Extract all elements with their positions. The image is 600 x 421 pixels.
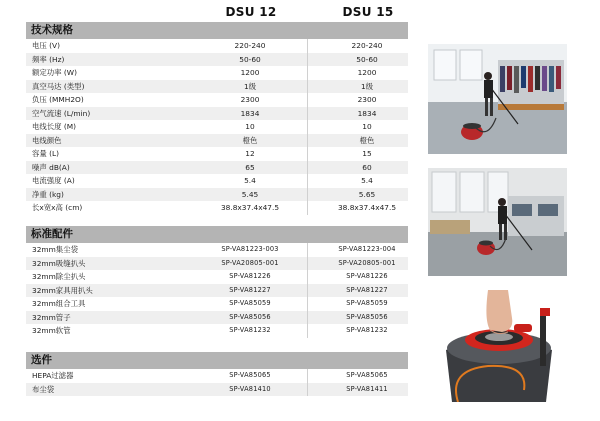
table-row — [26, 93, 408, 107]
row-label: 32mm集尘袋 — [32, 245, 78, 254]
column-divider — [307, 270, 308, 284]
value-dsu15: SP-VA85059 — [346, 299, 388, 307]
value-dsu15: 220-240 — [351, 41, 383, 50]
table-row — [26, 369, 408, 383]
office-photo — [428, 168, 567, 276]
row-label: 32mm管子 — [32, 312, 71, 322]
value-dsu15: SP-VA85056 — [346, 312, 388, 321]
locker-room-photo — [428, 44, 567, 154]
value-dsu12: SP-VA81226 — [229, 272, 271, 280]
column-divider — [307, 107, 308, 121]
value-dsu15: SP-VA85065 — [346, 371, 388, 379]
column-divider — [307, 120, 308, 134]
table-row — [26, 161, 408, 175]
accessories-rows — [26, 243, 408, 338]
table-row — [26, 174, 408, 188]
value-dsu12: 38.8x37.4x47.5 — [220, 203, 280, 212]
row-label: 净重 (kg) — [32, 189, 64, 199]
table-row — [26, 134, 408, 148]
value-dsu15: 10 — [362, 122, 372, 131]
value-dsu12: 橙色 — [242, 135, 258, 145]
vacuum-closeup-photo — [428, 290, 567, 402]
value-dsu12: SP-VA81410 — [229, 384, 271, 393]
column-divider — [307, 134, 308, 148]
table-row — [26, 201, 408, 215]
options-heading: 选件 — [26, 352, 408, 369]
value-dsu15: 5.65 — [358, 189, 376, 199]
row-label: 32mm家具用扒头 — [32, 285, 93, 295]
value-dsu15: 5.4 — [361, 176, 373, 185]
table-row — [26, 188, 408, 202]
row-label: 噪声 dB(A) — [32, 162, 70, 172]
column-divider — [307, 188, 308, 202]
value-dsu15: SP-VA81223-004 — [338, 245, 396, 253]
row-label: 布尘袋 — [32, 384, 55, 394]
column-divider — [307, 161, 308, 175]
column-divider — [307, 284, 308, 298]
column-divider — [307, 311, 308, 325]
value-dsu12: 220-240 — [234, 41, 266, 50]
value-dsu12: SP-VA20805-001 — [221, 258, 279, 267]
column-divider — [307, 174, 308, 188]
value-dsu12: SP-VA81232 — [229, 326, 271, 334]
value-dsu15: 15 — [362, 149, 372, 158]
value-dsu15: SP-VA81232 — [346, 326, 388, 334]
column-divider — [307, 39, 308, 53]
table-row — [26, 120, 408, 134]
value-dsu15: 38.8x37.4x47.5 — [337, 203, 397, 212]
column-divider — [307, 369, 308, 383]
table-row — [26, 39, 408, 53]
table-row — [26, 147, 408, 161]
row-label: 长x宽x高 (cm) — [32, 203, 83, 212]
value-dsu12: 10 — [245, 122, 255, 131]
column-divider — [307, 383, 308, 397]
column-divider — [307, 201, 308, 215]
value-dsu15: 50-60 — [356, 54, 378, 64]
tech-specs-heading: 技术规格 — [26, 22, 408, 39]
value-dsu15: 1级 — [360, 81, 374, 91]
column-divider — [307, 297, 308, 311]
row-label: 负压 (MMH2O) — [32, 95, 84, 104]
value-dsu12: 1级 — [243, 81, 257, 91]
value-dsu12: 5.4 — [244, 176, 256, 185]
table-row — [26, 66, 408, 80]
row-label: 电线长度 (M) — [32, 122, 77, 131]
row-label: 容量 (L) — [32, 149, 60, 158]
value-dsu12: SP-VA81227 — [229, 285, 271, 294]
value-dsu15: SP-VA81227 — [346, 285, 388, 294]
row-label: 电流强度 (A) — [32, 176, 75, 185]
options-section — [26, 352, 408, 396]
row-label: HEPA过滤器 — [32, 371, 74, 380]
value-dsu12: 2300 — [240, 95, 260, 104]
column-divider — [307, 324, 308, 338]
row-label: 电压 (V) — [32, 41, 60, 50]
row-label: 32mm吸缝扒头 — [32, 258, 86, 268]
row-label: 电线颜色 — [32, 135, 62, 145]
row-label: 额定功率 (W) — [32, 68, 77, 77]
row-label: 真空马达 (类型) — [32, 81, 85, 91]
column-divider — [307, 257, 308, 271]
table-row — [26, 257, 408, 271]
value-dsu15: 1200 — [357, 68, 377, 77]
tech-specs-section — [26, 22, 408, 215]
table-row — [26, 270, 408, 284]
value-dsu15: 橙色 — [359, 135, 375, 145]
table-row — [26, 284, 408, 298]
column-divider — [307, 147, 308, 161]
value-dsu15: 1834 — [357, 108, 377, 118]
value-dsu15: SP-VA81411 — [346, 384, 388, 393]
value-dsu12: 12 — [245, 149, 255, 158]
value-dsu12: SP-VA85056 — [229, 312, 271, 321]
value-dsu15: 2300 — [357, 95, 377, 104]
model-header-row — [26, 0, 408, 22]
spec-tables — [26, 0, 408, 394]
value-dsu12: SP-VA81223-003 — [221, 245, 279, 253]
options-rows — [26, 369, 408, 396]
table-row — [26, 107, 408, 121]
table-row — [26, 324, 408, 338]
accessories-section — [26, 226, 408, 338]
model-header-dsu15: DSU 15 — [342, 5, 394, 19]
column-divider — [307, 53, 308, 67]
table-row — [26, 383, 408, 397]
row-label: 空气流速 (L/min) — [32, 108, 91, 118]
table-row — [26, 80, 408, 94]
accessories-heading: 标准配件 — [26, 226, 408, 243]
table-row — [26, 53, 408, 67]
value-dsu15: 60 — [362, 162, 372, 172]
value-dsu12: 50-60 — [239, 54, 261, 64]
value-dsu12: 65 — [245, 162, 255, 172]
row-label: 频率 (Hz) — [32, 54, 65, 64]
column-divider — [307, 93, 308, 107]
tech-specs-rows — [26, 39, 408, 215]
row-label: 32mm组合工具 — [32, 299, 86, 308]
column-divider — [307, 80, 308, 94]
value-dsu12: 1834 — [240, 108, 260, 118]
row-label: 32mm除尘扒头 — [32, 272, 86, 281]
value-dsu12: SP-VA85065 — [229, 371, 271, 379]
column-divider — [307, 66, 308, 80]
table-row — [26, 243, 408, 257]
row-label: 32mm软管 — [32, 326, 71, 335]
value-dsu12: SP-VA85059 — [229, 299, 271, 307]
column-divider — [307, 243, 308, 257]
model-header-dsu12: DSU 12 — [225, 5, 277, 19]
value-dsu15: SP-VA20805-001 — [338, 258, 396, 267]
value-dsu12: 5.45 — [241, 189, 259, 199]
table-row — [26, 297, 408, 311]
table-row — [26, 311, 408, 325]
value-dsu15: SP-VA81226 — [346, 272, 388, 280]
value-dsu12: 1200 — [240, 68, 260, 77]
